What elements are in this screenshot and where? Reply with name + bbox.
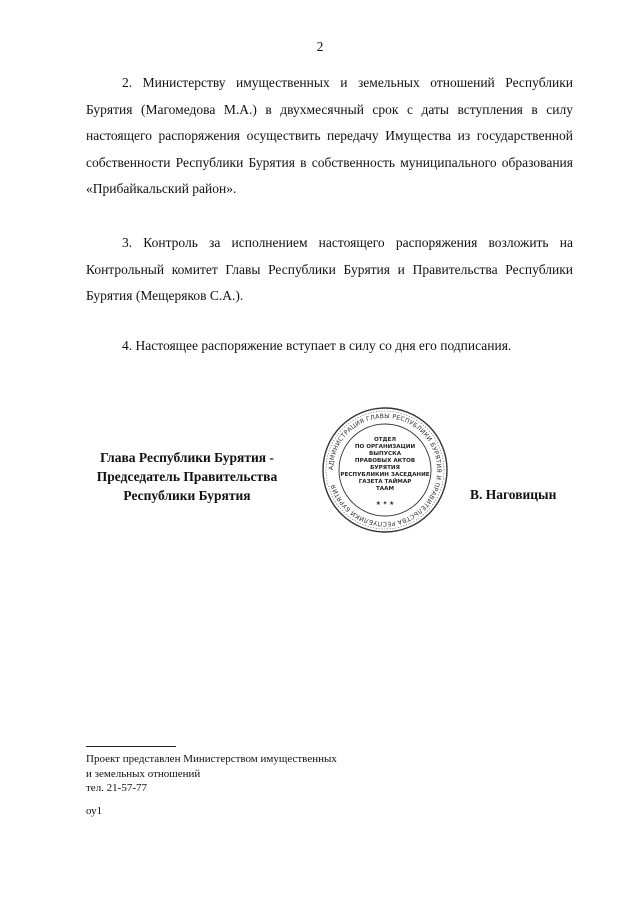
footnote-line-1: Проект представлен Министерством имущественных — [86, 753, 337, 765]
footnote-phone: тел. 21-57-77 — [86, 782, 148, 794]
seal-line-1: ОТДЕЛ — [373, 437, 397, 443]
seal-line-3: ВЫПУСКА — [368, 451, 402, 457]
page-number: 2 — [316, 39, 324, 54]
paragraph-2 — [86, 70, 573, 203]
signatory-title-line-2: Председатель Правительства — [96, 469, 278, 484]
paragraph-4-text: 4. Настоящее распоряжение вступает в силу со дня его подписания. — [122, 338, 512, 353]
paragraph-2-text: 2. Министерству имущественных и земельных отношений Республики Бурятия (Магомедова М.А.) в двухмесячный срок с даты вступления в силу настоящего распоряжения осуществить передачу Имущества из государственной собственности Республики Бурятия в собственность муниципального образования «Прибайкальский район». — [86, 75, 573, 196]
footnote — [86, 752, 406, 796]
seal-star-icon: ★ ✦ ★ — [375, 501, 395, 507]
footnote-line-2: и земельных отношений — [86, 767, 201, 780]
seal-line-4: ПРАВОВЫХ АКТОВ — [354, 458, 416, 464]
signatory-title-line-1: Глава Республики Бурятия - — [100, 450, 274, 465]
footnote-divider — [86, 746, 176, 747]
seal-ring-text: АДМИНИСТРАЦИЯ ГЛАВЫ РЕСПУБЛИКИ БУРЯТИЯ И ПРАВИТЕЛЬСТВА РЕСПУБЛИКИ БУРЯТИЯ — [327, 412, 443, 528]
paragraph-3-text: 3. Контроль за исполнением настоящего распоряжения возложить на Контрольный комитет Главы Республики Бурятия и Правительства Республики Бурятия (Мещеряков С.А.). — [86, 235, 573, 303]
seal-line-7: ГАЗЕТА ТАЙМАР — [358, 479, 412, 485]
document-code: оу1 — [86, 805, 103, 817]
paragraph-4 — [86, 333, 573, 360]
seal-line-5: БУРЯТИЯ — [370, 465, 400, 471]
seal-line-6: РЕСПУБЛИКИН ЗАСЕДАНИЕ — [340, 472, 430, 478]
signatory-name: В. Наговицын — [470, 487, 557, 502]
seal-line-2: ПО ОРГАНИЗАЦИИ — [354, 444, 416, 450]
official-seal — [320, 405, 450, 535]
signatory-title — [80, 448, 294, 505]
seal-line-8: ТААМ — [375, 486, 395, 492]
paragraph-3 — [86, 230, 573, 310]
signatory-title-line-3: Республики Бурятия — [123, 488, 251, 503]
